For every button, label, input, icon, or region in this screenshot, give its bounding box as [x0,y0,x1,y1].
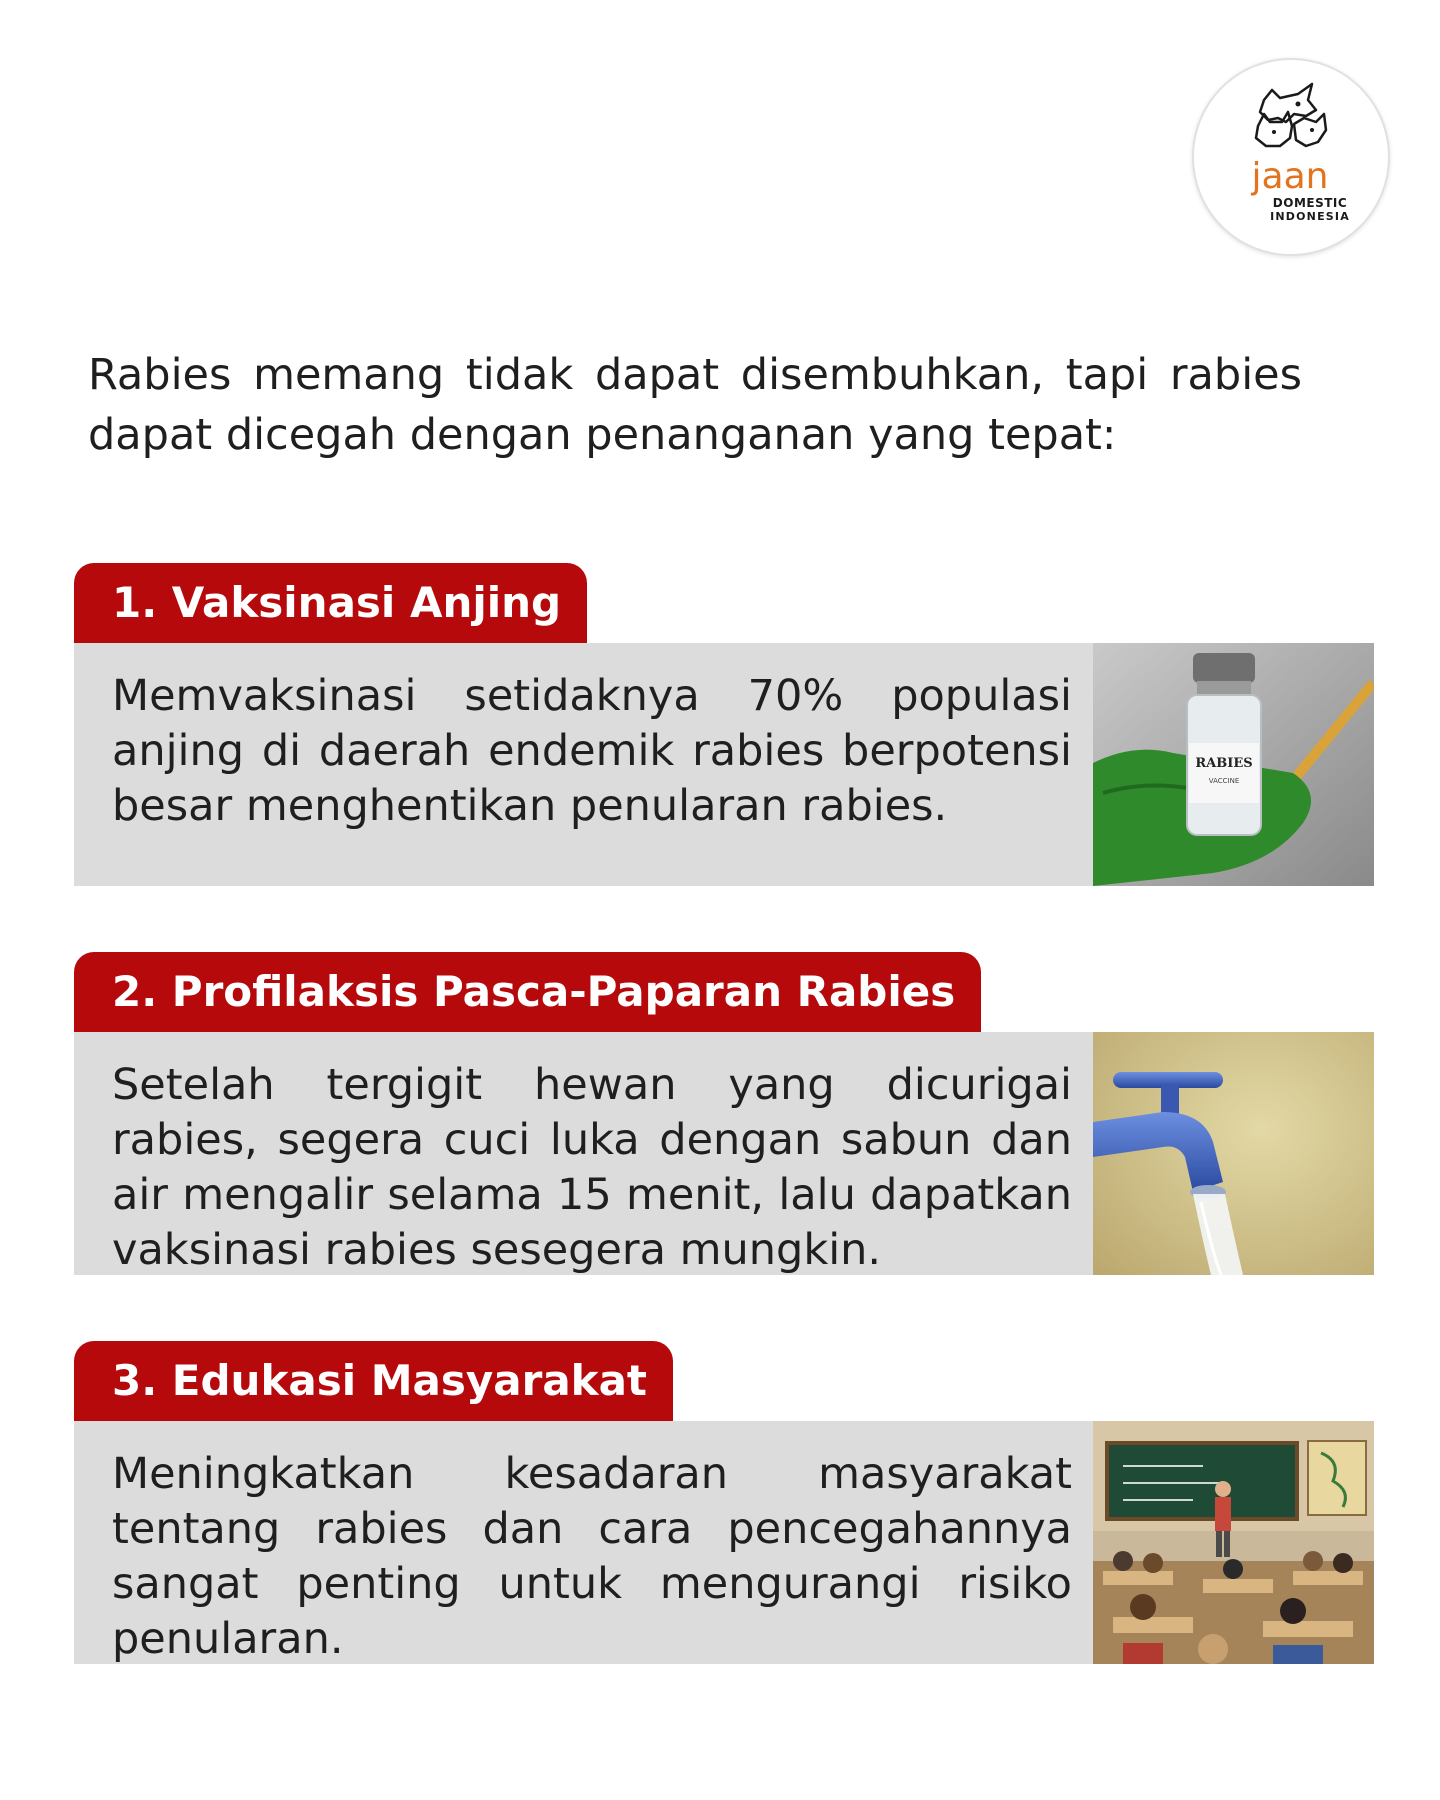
logo-line-indonesia: INDONESIA [1270,210,1350,223]
section-panel [74,1421,1374,1664]
classroom-icon [1093,1421,1374,1664]
section-body: Memvaksinasi setidaknya 70% populasi anjing di daerah endemik rabies berpotensi besar menghentikan penularan rabies. [112,671,1072,831]
vial-label: RABIES [1195,756,1253,771]
section-panel [74,1032,1374,1275]
section-body: Meningkatkan kesadaran masyarakat tentang rabies dan cara pencegahannya sangat penting untuk mengurangi risiko penularan. [112,1449,1072,1664]
section-body: Setelah tergigit hewan yang dicurigai rabies, segera cuci luka dengan sabun dan air mengalir selama 15 menit, lalu dapatkan vaksinasi rabies sesegera mungkin. [112,1060,1072,1275]
brand-wordmark [1194,60,1388,254]
logo-line-domestic: DOMESTIC [1272,196,1348,210]
vial-sublabel: VACCINE [1208,777,1240,785]
vaccine-vial-icon [1093,643,1374,886]
water-faucet-icon [1093,1032,1374,1275]
brand-logo [1192,58,1390,256]
section-panel [74,643,1374,886]
svg-text:jaan: jaan [1251,156,1329,197]
section-title: 3. Edukasi Masyarakat [74,1341,673,1421]
section-title: 1. Vaksinasi Anjing [74,563,587,643]
section-title: 2. Profilaksis Pasca-Paparan Rabies [74,952,981,1032]
intro-text: Rabies memang tidak dapat disembuhkan, tapi rabies dapat dicegah dengan penanganan yang tepat: [88,350,1302,460]
